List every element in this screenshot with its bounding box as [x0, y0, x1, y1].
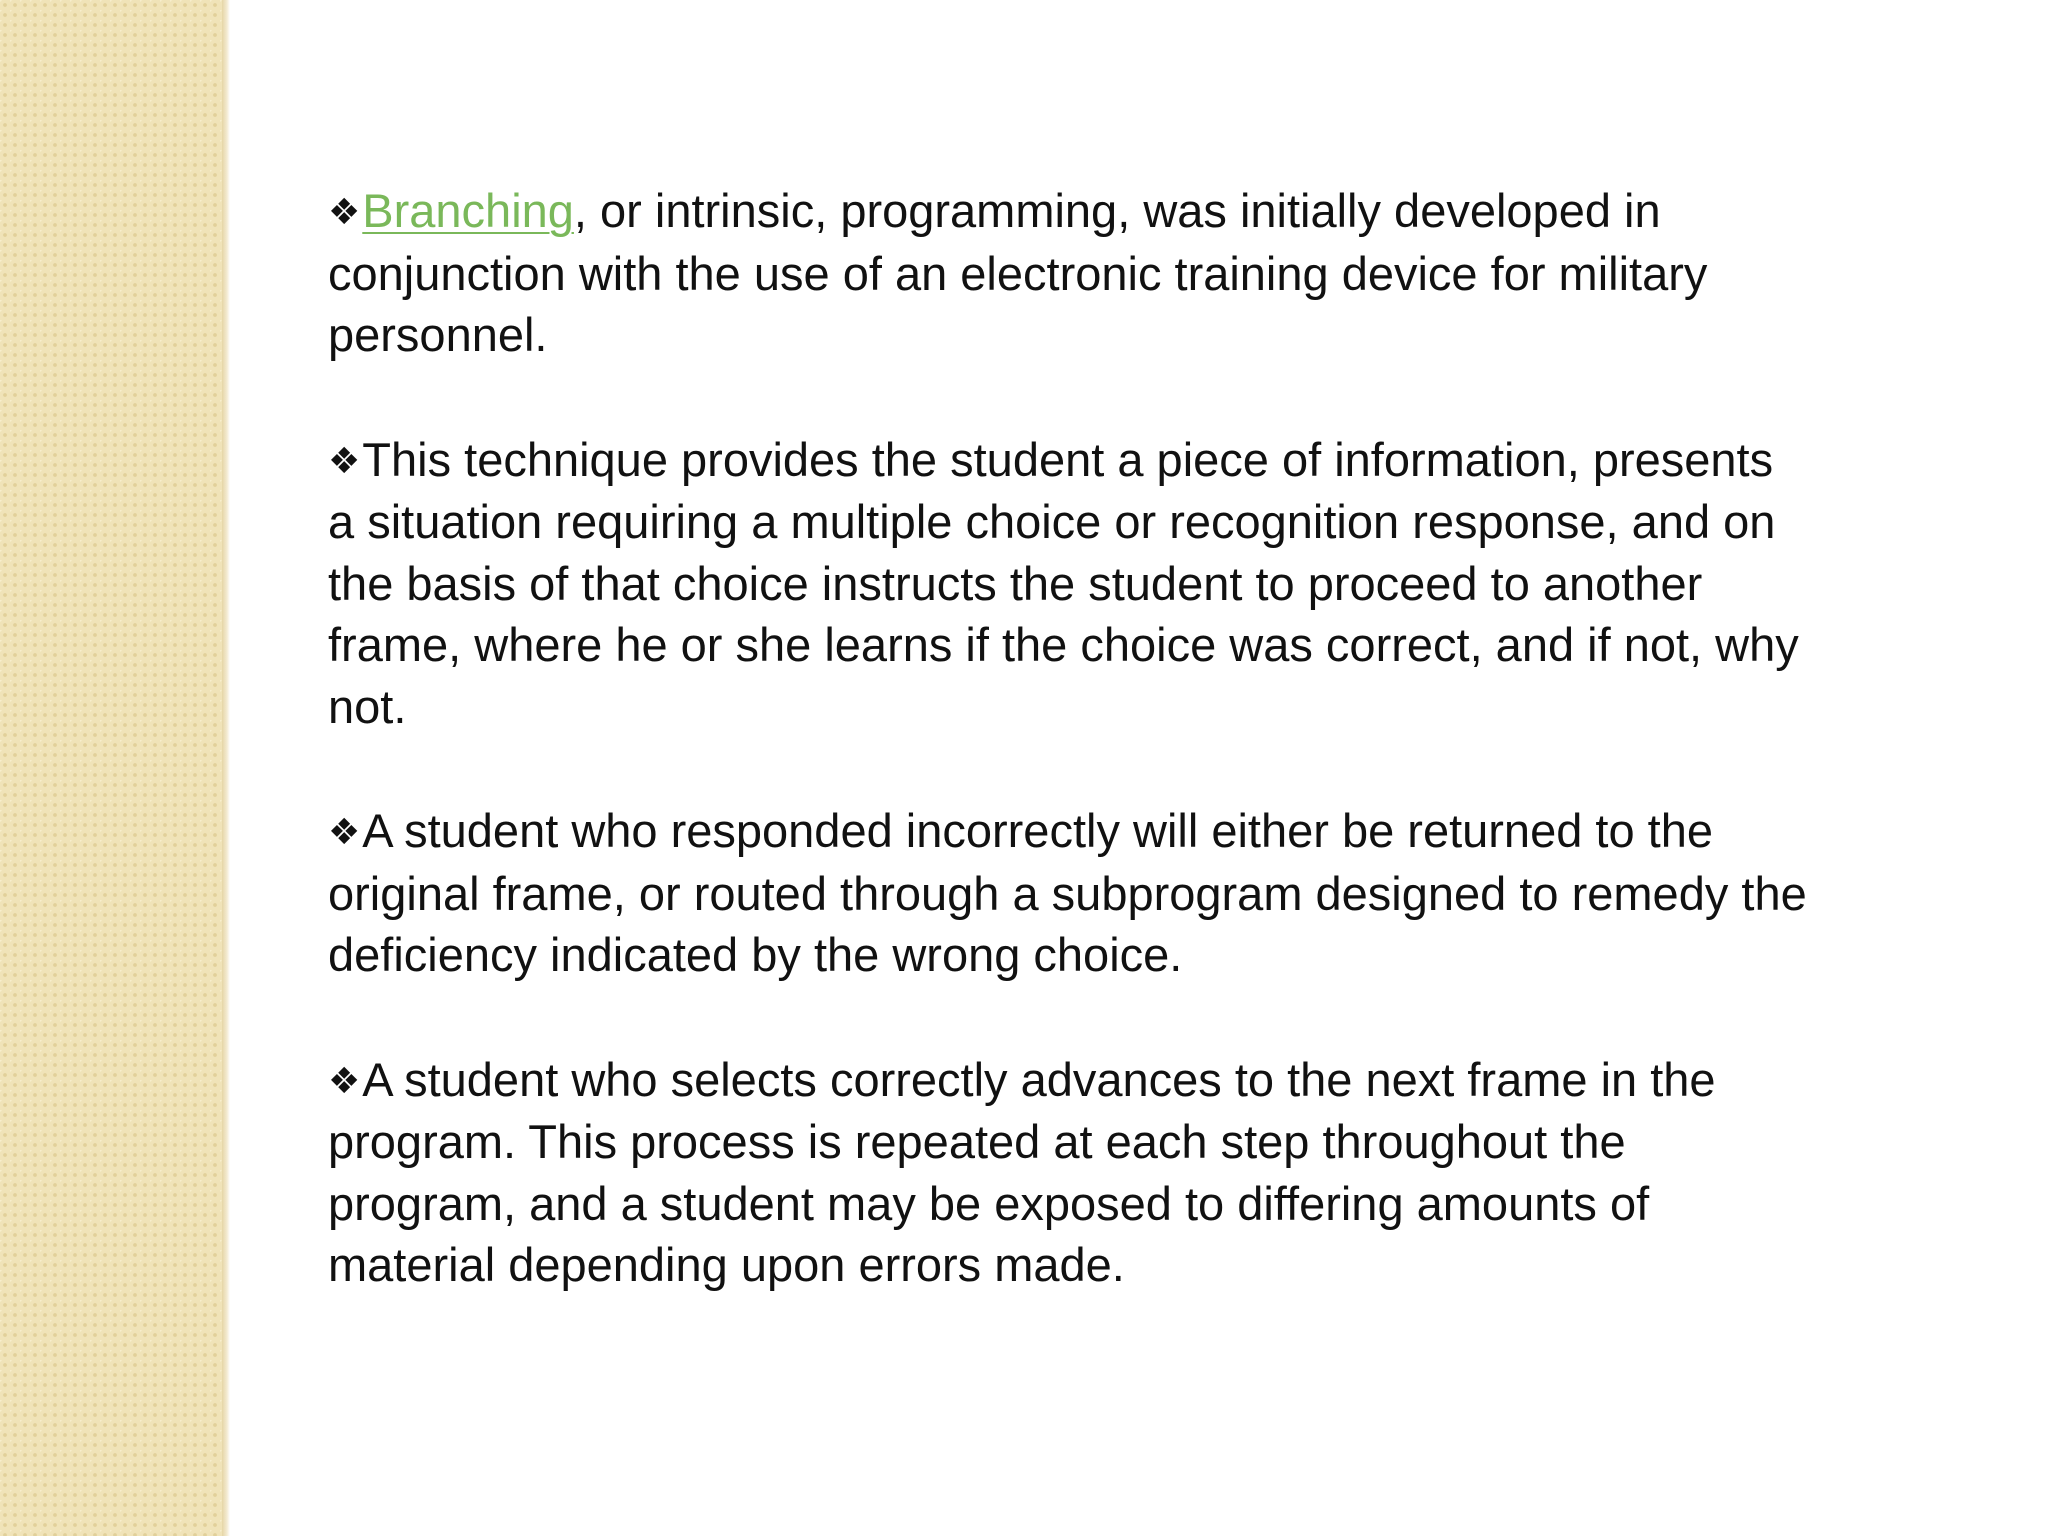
diamond-bullet-icon: ❖ — [328, 191, 361, 232]
side-strip-edge — [222, 0, 230, 1536]
paragraph-technique — [328, 429, 1808, 738]
paragraph-text: This technique provides the student a piece of information, presents a situation requiring a multiple choice or recognition response, and on the basis of that choice instructs the student to proceed to another frame, where he or she learns if the choice was correct, and if not, why not. — [328, 432, 1799, 733]
diamond-bullet-icon: ❖ — [328, 811, 361, 852]
slide-content — [328, 180, 1808, 1359]
paragraph-incorrect-response — [328, 800, 1808, 986]
branching-link[interactable]: Branching — [362, 184, 574, 237]
paragraph-text: A student who selects correctly advances to the next frame in the program. This process is repeated at each step throughout the program, and a student may be exposed to differing amounts of material depending upon errors made. — [328, 1052, 1716, 1291]
paragraph-branching — [328, 180, 1808, 366]
decorative-side-strip — [0, 0, 228, 1536]
paragraph-correct-response — [328, 1049, 1808, 1296]
paragraph-text: , or intrinsic, programming, was initially developed in conjunction with the use of an electronic training device for military personnel. — [328, 184, 1708, 361]
diamond-bullet-icon: ❖ — [328, 1059, 361, 1101]
paragraph-text: A student who responded incorrectly will either be returned to the original frame, or routed through a subprogram designed to remedy the deficiency indicated by the wrong choice. — [328, 804, 1807, 981]
diamond-bullet-icon: ❖ — [328, 439, 361, 481]
